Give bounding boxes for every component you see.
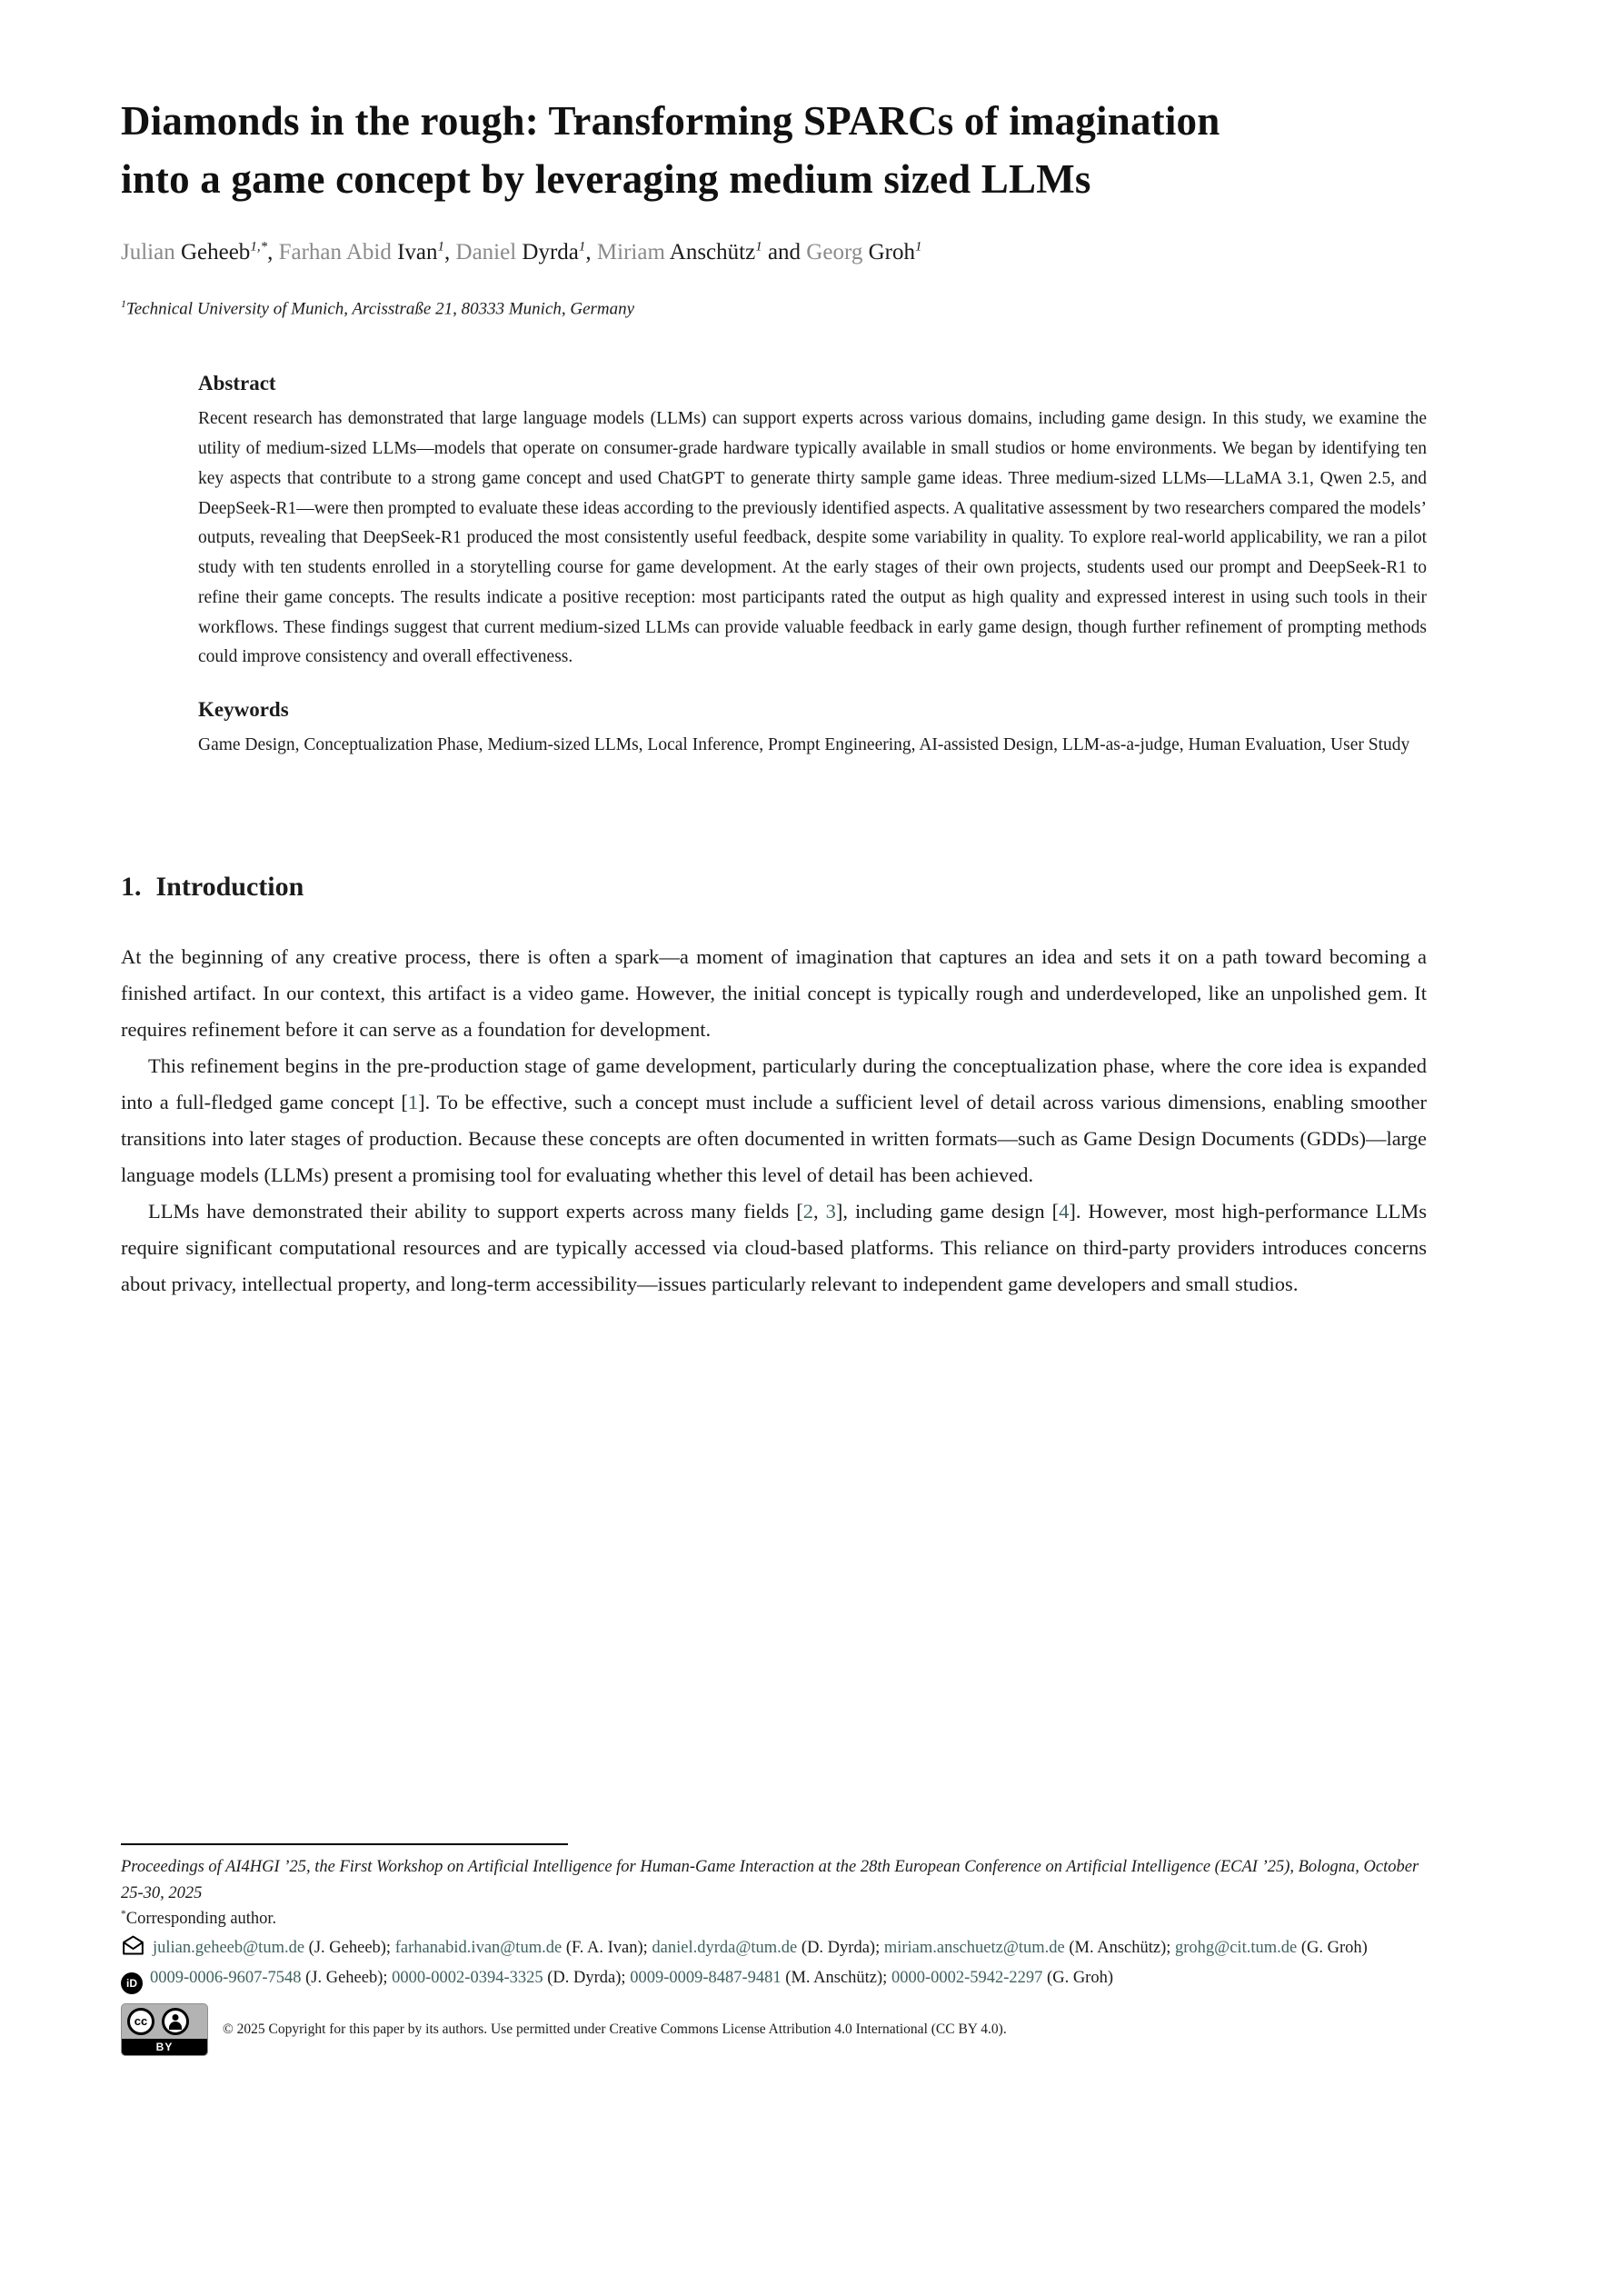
corresponding-text: Corresponding author. xyxy=(125,1910,277,1929)
author-superscript: 1 xyxy=(578,239,586,255)
email-name: (G. Groh) xyxy=(1297,1939,1368,1958)
author-last-name: Groh xyxy=(868,240,915,265)
author-last-name: Dyrda xyxy=(522,240,579,265)
email-link[interactable]: daniel.dyrda@tum.de xyxy=(652,1939,798,1958)
email-line xyxy=(121,1934,1427,1965)
author-first-name: Miriam xyxy=(596,240,670,265)
author xyxy=(806,240,921,265)
citation-link[interactable]: 2 xyxy=(802,1200,813,1223)
orcid-name: (J. Geheeb); xyxy=(301,1968,393,1987)
author xyxy=(597,240,806,265)
author-superscript: 1,* xyxy=(250,239,268,255)
author-superscript: 1 xyxy=(914,239,922,255)
keywords-section xyxy=(198,698,1427,761)
affiliation-superscript: 1 xyxy=(121,298,126,311)
orcid-link[interactable]: 0000-0002-0394-3325 xyxy=(392,1968,543,1987)
keywords-heading: Keywords xyxy=(198,698,289,722)
abstract-section xyxy=(198,372,1427,673)
paper-title: Diamonds in the rough: Transforming SPARCs of imagination into a game concept by leveraging medium sized LLMs xyxy=(121,98,1220,202)
author-last-name: Anschütz xyxy=(669,240,756,265)
author-separator: , xyxy=(267,240,279,265)
citation-link[interactable]: 1 xyxy=(407,1091,419,1114)
license-row xyxy=(121,2003,1427,2056)
author xyxy=(121,240,279,265)
paragraph-text: , xyxy=(812,1200,826,1223)
venue-note: Proceedings of AI4HGI ’25, the First Workshop on Artificial Intelligence for Human-Game Interaction at the 28th European Conference on Artificial Intelligence (ECAI ’25), Bologna, October 25-30, 2025 xyxy=(121,1858,1419,1902)
author xyxy=(279,240,456,265)
section-title: Introduction xyxy=(155,871,304,902)
attribution-person-icon xyxy=(162,2008,189,2035)
email-name: (J. Geheeb); xyxy=(304,1939,395,1958)
orcid-link[interactable]: 0000-0002-5942-2297 xyxy=(891,1968,1043,1987)
author-superscript: 1 xyxy=(437,239,445,255)
paragraph-text: ]. However, most high-performance LLMs require significant computational resources and are typically accessed via cloud-based platforms. This reliance on third-party providers introduces concerns about privacy, intellectual property, and long-term accessibility—issues particularly relevant to independent game developers and small studios. xyxy=(121,1200,1428,1296)
author-first-name: Georg xyxy=(806,240,869,265)
section-heading-introduction xyxy=(121,872,1427,903)
email-name: (D. Dyrda); xyxy=(797,1939,884,1958)
email-link[interactable]: julian.geheeb@tum.de xyxy=(153,1939,305,1958)
abstract-heading: Abstract xyxy=(198,372,276,395)
section-number: 1. xyxy=(121,871,142,902)
author-superscript: 1 xyxy=(755,239,762,255)
intro-paragraph-2 xyxy=(121,1048,1427,1193)
orcid-link[interactable]: 0009-0009-8487-9481 xyxy=(630,1968,782,1987)
orcid-icon: iD xyxy=(121,1972,143,1994)
abstract-body: Recent research has demonstrated that large language models (LLMs) can support experts across various domains, including game design. In this study, we examine the utility of medium-sized LLMs—models that operate on consumer-grade hardware typically available in small studios or home environments. We began by identifying ten key aspects that contribute to a strong game concept and used ChatGPT to generate thirty sample game ideas. Three medium-sized LLMs—LLaMA 3.1, Qwen 2.5, and DeepSeek-R1—were then prompted to evaluate these ideas according to the previously identified aspects. A qualitative assessment by two researchers compared the models’ outputs, revealing that DeepSeek-R1 produced the most consistently useful feedback, despite some variability in quality. To explore real-world applicability, we ran a pilot study with ten students enrolled in a storytelling course for game development. At the early stages of their own projects, students used our prompt and DeepSeek-R1 to refine their game concepts. The results indicate a positive reception: most participants rated the output as high quality and expressed interest in using such tools in their workflows. These findings suggest that current medium-sized LLMs can provide valuable feedback in early game design, though further refinement of prompting methods could improve consistency and overall effectiveness. xyxy=(198,409,1427,667)
author-last-name: Ivan xyxy=(397,240,438,265)
author-first-name: Daniel xyxy=(455,240,523,265)
email-name: (F. A. Ivan); xyxy=(562,1939,652,1958)
orcid-name: (G. Groh) xyxy=(1042,1968,1113,1987)
paragraph-text: LLMs have demonstrated their ability to support experts across many fields [ xyxy=(148,1200,803,1223)
orcid-line xyxy=(121,1965,1427,1994)
email-link[interactable]: grohg@cit.tum.de xyxy=(1175,1939,1298,1958)
author-separator: and xyxy=(762,240,807,265)
envelope-icon xyxy=(121,1934,145,1965)
orcid-name: (D. Dyrda); xyxy=(543,1968,631,1987)
page-content xyxy=(121,0,1427,1303)
intro-paragraph-1: At the beginning of any creative process, there is often a spark—a moment of imagination that captures an idea and sets it on a path toward becoming a finished artifact. In our context, this artifact is a video game. However, the initial concept is typically rough and underdeveloped, like an unpolished gem. It requires refinement before it can serve as a foundation for development. xyxy=(121,944,1427,1042)
affiliation xyxy=(121,298,1427,319)
email-name: (M. Anschütz); xyxy=(1064,1939,1176,1958)
citation-link[interactable]: 3 xyxy=(825,1200,836,1223)
paragraph-text: ], including game design [ xyxy=(835,1200,1060,1223)
intro-paragraph-3 xyxy=(121,1193,1427,1303)
corresponding-marker: * xyxy=(121,1909,126,1921)
author-first-name: Julian xyxy=(121,240,181,265)
keywords-body: Game Design, Conceptualization Phase, Medium-sized LLMs, Local Inference, Prompt Engineering, AI-assisted Design, LLM-as-a-judge, Human Evaluation, User Study xyxy=(198,735,1410,755)
footnote-area xyxy=(121,1843,1427,2056)
corresponding-author-note xyxy=(121,1906,1427,1932)
orcid-link[interactable]: 0009-0006-9607-7548 xyxy=(150,1968,302,1987)
affiliation-text: Technical University of Munich, Arcisstraße 21, 80333 Munich, Germany xyxy=(125,299,635,319)
cc-by-badge xyxy=(121,2003,208,2056)
authors-line xyxy=(121,240,1427,265)
paragraph-text: This refinement begins in the pre-production stage of game development, particularly during the conceptualization phase, where the core idea is expanded into a full-fledged game concept [ xyxy=(121,1054,1427,1114)
citation-link[interactable]: 4 xyxy=(1059,1200,1070,1223)
author-separator: , xyxy=(444,240,456,265)
orcid-name: (M. Anschütz); xyxy=(781,1968,891,1987)
author-separator: , xyxy=(585,240,597,265)
cc-icon: cc xyxy=(127,2008,154,2035)
paragraph-text: ]. To be effective, such a concept must include a sufficient level of detail across various dimensions, enabling smoother transitions into later stages of production. Because these concepts are often documented in written formats—such as Game Design Documents (GDDs)—large language models (LLMs) present a promising tool for evaluating whether this level of detail has been achieved. xyxy=(121,1091,1428,1187)
footnote-divider xyxy=(121,1843,568,1845)
author-last-name: Geheeb xyxy=(180,240,251,265)
cc-by-label: BY xyxy=(122,2039,207,2055)
author-first-name: Farhan Abid xyxy=(278,240,398,265)
email-link[interactable]: miriam.anschuetz@tum.de xyxy=(883,1939,1065,1958)
author xyxy=(456,240,597,265)
license-text: © 2025 Copyright for this paper by its authors. Use permitted under Creative Commons License Attribution 4.0 International (CC BY 4.0). xyxy=(223,2021,1007,2037)
email-link[interactable]: farhanabid.ivan@tum.de xyxy=(394,1939,563,1958)
